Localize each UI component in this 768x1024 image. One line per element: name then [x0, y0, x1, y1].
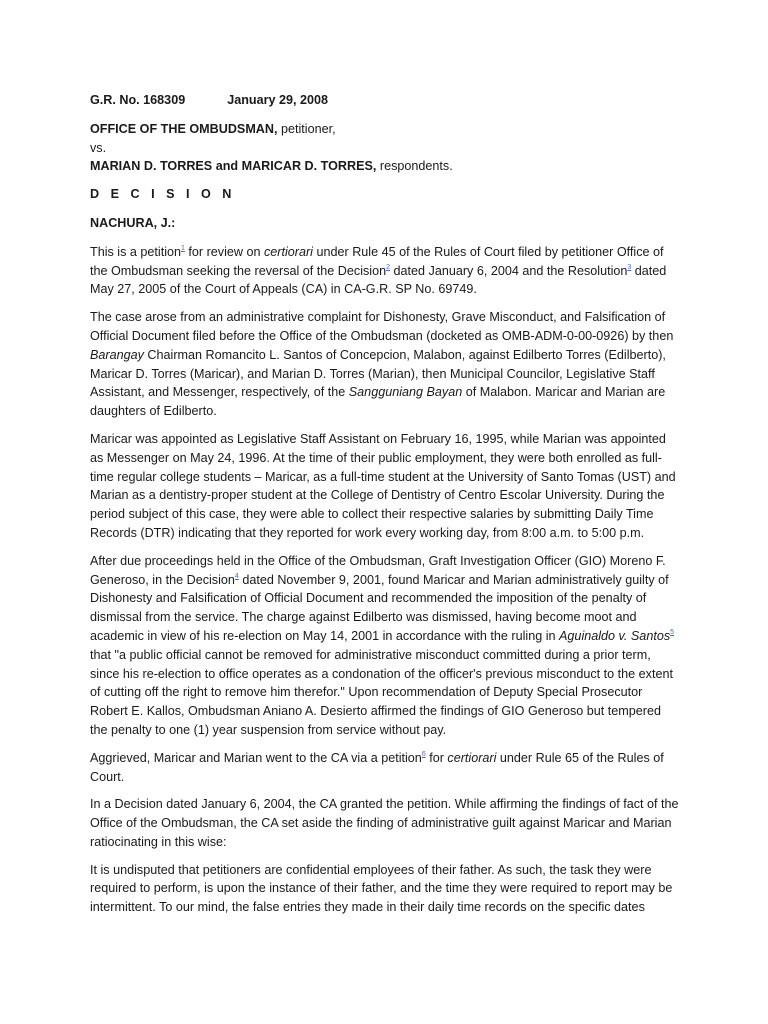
footnote-link-1[interactable]: 1: [181, 244, 185, 252]
paragraph-6: In a Decision dated January 6, 2004, the CA granted the petition. While affirming the findings of fact of the Office of the Ombudsman, the CA set aside the finding of administrative guilt against Maricar and Marian ratiocinating in this wise:: [90, 797, 679, 849]
footnote-link-3[interactable]: 3: [627, 263, 632, 271]
paragraph-7-quote: It is undisputed that petitioners are confidential employees of their father. As such, the task they were required to perform, is upon the instance of their father, and the time they were required to report may be intermittent. To our mind, the false entries they made in their daily time records on the specific dates: [90, 862, 673, 915]
paragraph-5: Aggrieved, Maricar and Marian went to the CA via a petition$^6$ for certiorari under Rule 65 of the Rules of Court.: [90, 750, 664, 784]
decision-date: January 29, 2008: [227, 93, 329, 107]
respondent-line: [90, 157, 680, 176]
paragraph-2: The case arose from an administrative complaint for Dishonesty, Grave Misconduct, and Falsification of Official Document filed before the Office of the Ombudsman (docketed as OMB-ADM-0-00-0926) by then Barangay Chairman Romancito L. Santos of Concepcion, Malabon, against Edilberto Torres (Edilberto), Maricar D. Torres (Maricar), and Marian D. Torres (Marian), then Municipal Councilor, Legislative Staff Assistant, and Messenger, respectively, of the Sangguniang Bayan of Malabon. Maricar and Marian are daughters of Edilberto.: [90, 310, 674, 419]
gr-number: G.R. No. 168309: [90, 93, 186, 107]
petitioner-role: petitioner,: [277, 121, 336, 136]
paragraph-4: After due proceedings held in the Office of the Ombudsman, Graft Investigation Officer (GIO) Moreno F. Generoso, in the Decision$^4$ dated November 9, 2001, found Maricar and Marian administratively guilty of Dishonesty and Falsification of Official Document and recommended the imposition of the penalty of dismissal from the service. The charge against Edilberto was dismissed, having become moot and academic in view of his re-election on May 14, 2001 in accordance with the ruling in Aguinaldo v. Santos$^5$ that "a public official cannot be removed for administrative misconduct committed during a prior term, since his re-election to office operates as a condonation of the officer's previous misconduct to the extent of cutting off the right to remove him therefor." Upon recommendation of Deputy Special Prosecutor Robert E. Kallos, Ombudsman Aniano A. Desierto affirmed the findings of GIO Generoso but tempered the penalty to one (1) year suspension from service without pay.: [90, 553, 675, 737]
ponente: NACHURA, J.:: [90, 215, 176, 230]
footnote-link-2[interactable]: 2: [386, 263, 391, 271]
respondent-role: respondents.: [376, 159, 453, 174]
versus-line: vs.: [90, 140, 107, 155]
paragraph-3: Maricar was appointed as Legislative Staff Assistant on February 16, 1995, while Marian was appointed as Messenger on May 24, 1996. At the time of their public employment, they were both enrolled as full-time regular college students – Maricar, as a full-time student at the University of Santo Tomas (UST) and Marian as a dentistry-proper student at the College of Dentistry of Centro Escolar University. During the period subject of this case, they were able to collect their respective salaries by submitting Daily Time Records (DTR) indicating that they reported for work every working day, from 8:00 a.m. to 5:00 p.m.: [90, 431, 676, 540]
petitioner-name: OFFICE OF THE OMBUDSMAN,: [90, 121, 278, 136]
case-header: [90, 91, 680, 110]
footnote-link-5[interactable]: 5: [670, 628, 675, 636]
respondent-names: MARIAN D. TORRES and MARICAR D. TORRES,: [90, 159, 377, 174]
footnote-link-6[interactable]: 6: [421, 750, 426, 758]
footnote-link-4[interactable]: 4: [234, 572, 239, 580]
petitioner-line: [90, 120, 680, 139]
decision-body: [90, 91, 680, 926]
paragraph-1: This is a petition$^1$ for review on certiorari under Rule 45 of the Rules of Court filed by petitioner Office of the Ombudsman seeking the reversal of the Decision$^2$ dated January 6, 2004 and the Resolution$^3$ dated May 27, 2005 of the Court of Appeals (CA) in CA-G.R. SP No. 69749.: [90, 244, 667, 297]
decision-heading: D E C I S I O N: [90, 187, 236, 202]
